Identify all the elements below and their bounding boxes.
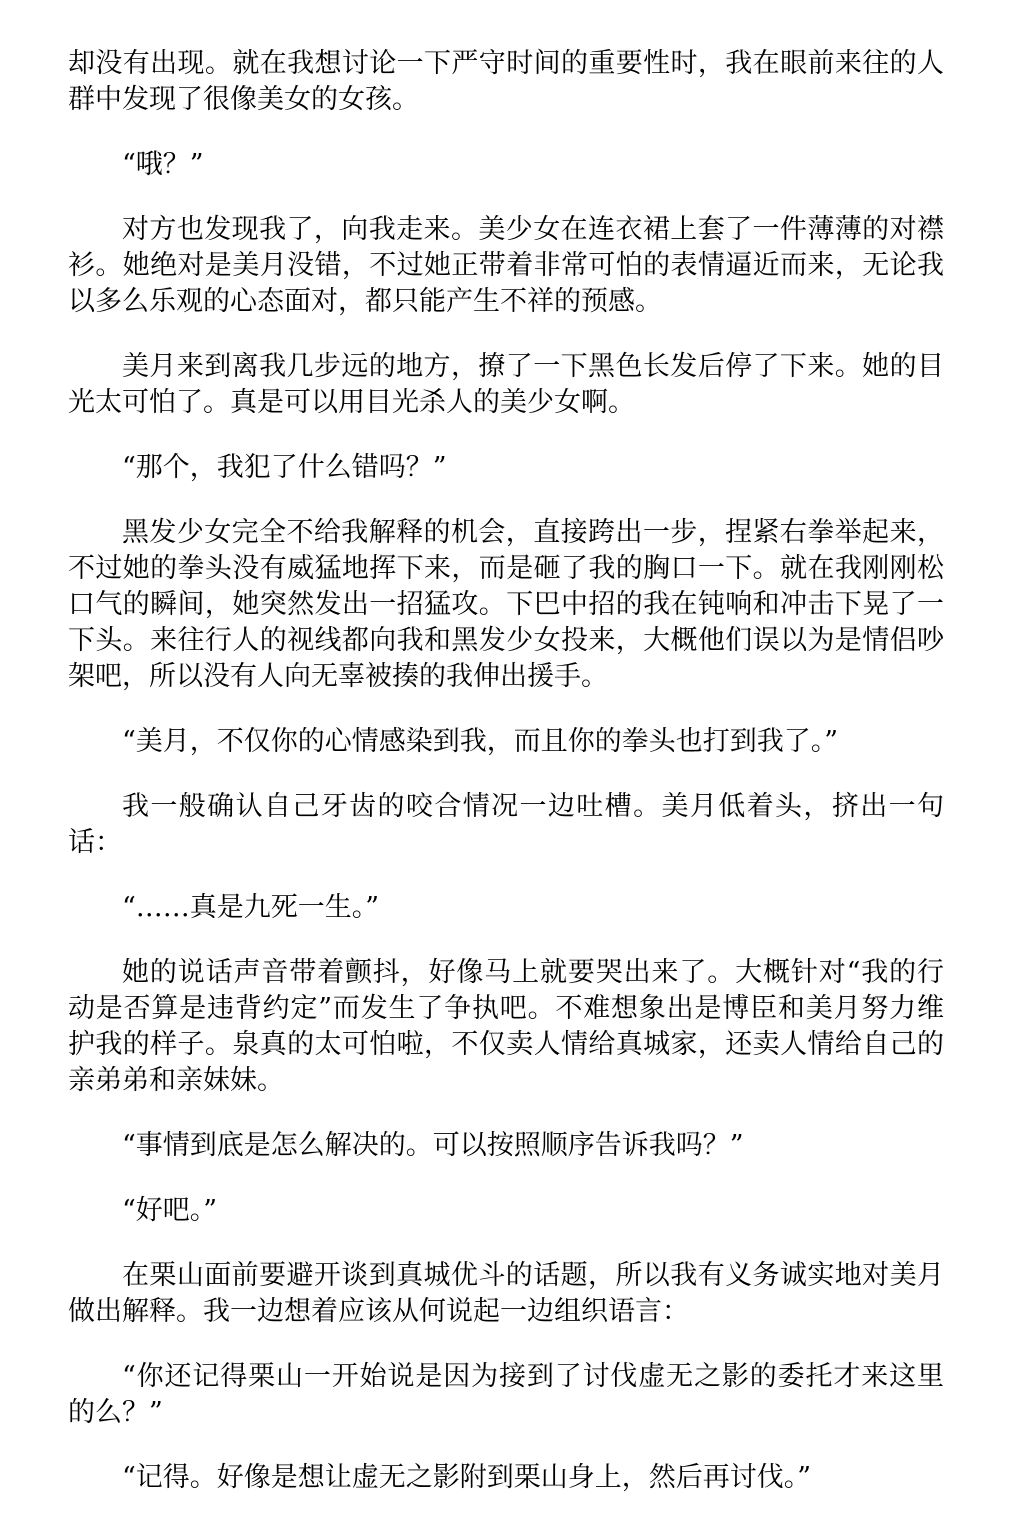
paragraph-15: “记得。好像是想让虚无之影附到栗山身上，然后再讨伐。” <box>122 1462 812 1493</box>
paragraph-4: 美月来到离我几步远的地方，撩了一下黑色长发后停了下来。她的目光太可怕了。真是可以用目光杀人的美少女啊。 <box>68 351 944 418</box>
paragraph-10: 她的说话声音带着颤抖，好像马上就要哭出来了。大概针对“我的行动是否算是违背约定”而发生了争执吧。不难想象出是博臣和美月努力维护我的样子。泉真的太可怕啦，不仅卖人情给真城家，还卖人情给自己的亲弟弟和亲妹妹。 <box>68 957 944 1096</box>
paragraph-12: “好吧。” <box>122 1195 218 1226</box>
paragraph-7: “美月，不仅你的心情感染到我，而且你的拳头也打到我了。” <box>122 726 839 757</box>
paragraph-5: “那个，我犯了什么错吗？” <box>122 452 447 483</box>
paragraph-6: 黑发少女完全不给我解释的机会，直接跨出一步，捏紧右拳举起来，不过她的拳头没有威猛地挥下来，而是砸了我的胸口一下。就在我刚刚松口气的瞬间，她突然发出一招猛攻。下巴中招的我在钝响和冲击下晃了一下头。来往行人的视线都向我和黑发少女投来，大概他们误以为是情侣吵架吧，所以没有人向无辜被揍的我伸出援手。 <box>68 517 944 692</box>
paragraph-1: 却没有出现。就在我想讨论一下严守时间的重要性时，我在眼前来往的人群中发现了很像美女的女孩。 <box>68 48 944 115</box>
paragraph-9: “……真是九死一生。” <box>122 892 380 923</box>
paragraph-14: “你还记得栗山一开始说是因为接到了讨伐虚无之影的委托才来这里的么？” <box>68 1361 944 1428</box>
paragraph-11: “事情到底是怎么解决的。可以按照顺序告诉我吗？” <box>122 1130 744 1161</box>
paragraph-3: 对方也发现我了，向我走来。美少女在连衣裙上套了一件薄薄的对襟衫。她绝对是美月没错，不过她正带着非常可怕的表情逼近而来，无论我以多么乐观的心态面对，都只能产生不祥的预感。 <box>68 214 944 317</box>
paragraph-2: “哦？” <box>122 149 204 180</box>
paragraph-13: 在栗山面前要避开谈到真城优斗的话题，所以我有义务诚实地对美月做出解释。我一边想着应该从何说起一边组织语言： <box>68 1260 944 1327</box>
paragraph-8: 我一般确认自己牙齿的咬合情况一边吐槽。美月低着头，挤出一句话： <box>68 791 944 858</box>
document-page <box>68 46 944 1525</box>
